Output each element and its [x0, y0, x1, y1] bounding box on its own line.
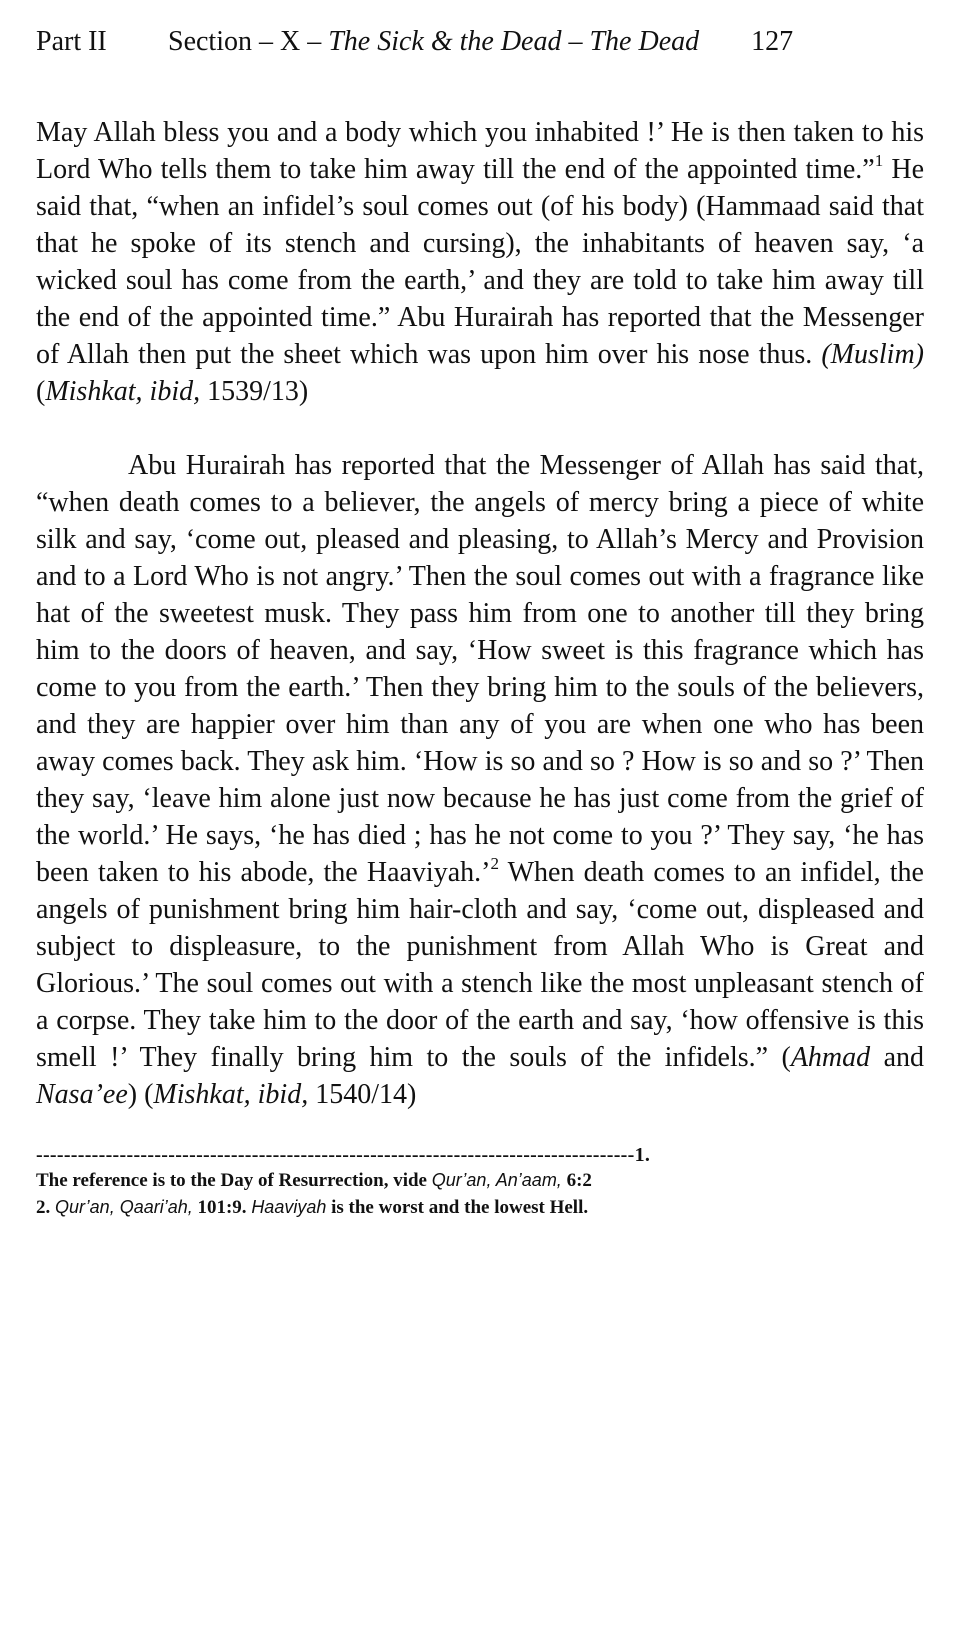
- citation-open: (: [781, 1042, 791, 1073]
- footnote-1-text: The reference is to the Day of Resurrection, vide: [36, 1170, 432, 1191]
- citation-nasaee: Nasa’ee: [36, 1079, 128, 1110]
- footnote-2-text: is the worst and the lowest Hell.: [326, 1197, 589, 1218]
- citation-muslim: (Muslim): [821, 339, 924, 370]
- book-page: [36, 20, 924, 1221]
- header-section: [168, 20, 699, 64]
- footnote-1-source: Qur’an, An’aam,: [431, 1170, 562, 1190]
- paragraph-1-text-a: May Allah bless you and a body which you inhabited !’ He is then taken to his Lord Who tells them to take him away till the end of the appointed time.”: [36, 117, 924, 185]
- footnote-2-term: Haaviyah: [251, 1197, 327, 1217]
- header-section-title: The Sick & the Dead – The Dead: [328, 26, 700, 57]
- citation-open: (: [36, 376, 46, 407]
- header-section-prefix: Section – X –: [168, 26, 329, 57]
- footnote-1-verse: 6:2: [561, 1170, 592, 1191]
- citation-mishkat: Mishkat, ibid,: [45, 376, 201, 407]
- footnote-rule: --------------------------------------------------------------------------------------1.: [36, 1144, 651, 1166]
- paragraph-1-text-b: He said that, “when an infidel’s soul comes out (of his body) (Hammaad said that that he spoke of its stench and cursing), the inhabitants of heaven say, ‘a wicked soul has come from the earth,’ and they are told to take him away till the end of the appointed time.” Abu Hurairah has reported that the Messenger of Allah then put the sheet which was upon him over his nose thus.: [36, 154, 924, 370]
- citation-close: ): [127, 1079, 138, 1110]
- footnote-1: [36, 1167, 924, 1194]
- footnote-2-source: Qur’an, Qaari’ah,: [55, 1197, 193, 1217]
- paragraph-2: [36, 447, 924, 1113]
- citation-ahmad: Ahmad: [790, 1042, 871, 1073]
- citation-open: (: [137, 1079, 154, 1110]
- citation-number: 1539/13): [200, 376, 309, 407]
- page-number: 127: [751, 26, 794, 57]
- paragraph-2-text-a: Abu Hurairah has reported that the Messenger of Allah has said that, “when death comes to a believer, the angels of mercy bring a piece of white silk and say, ‘come out, pleased and pleasing, to Allah’s Mercy and Provision and to a Lord Who is not angry.’ Then the soul comes out with a fragrance like hat of the sweetest musk. They pass him from one to another till they bring him to the doors of heaven, and say, ‘How sweet is this fragrance which has come to you from the earth.’ Then they bring him to the souls of the believers, and they are happier over him than any of you are when one who has been away comes back. They ask him. ‘How is so and so ? How is so and so ?’ Then they say, ‘leave him alone just now because he has just come from the grief of the world.’ He says, ‘he has died ; has he not come to you ?’ They say, ‘he has been taken to his abode, the Haaviyah.’: [36, 450, 924, 888]
- footnote-ref-1: 1: [874, 151, 884, 170]
- footnote-2-number: 2.: [36, 1197, 55, 1218]
- running-header: [36, 20, 924, 64]
- citation-number: 1540/14): [308, 1079, 417, 1110]
- header-part: Part II: [36, 26, 107, 57]
- footnote-2: [36, 1194, 924, 1221]
- footnote-2-verse: 101:9.: [192, 1197, 252, 1218]
- paragraph-2-text-b: When death comes to an infidel, the angels of punishment bring him hair-cloth and say, ‘come out, displeased and subject to displeasure, to the punishment from Allah Who is Great and Glorious.’ The soul comes out with a stench like the most unpleasant stench of a corpse. They take him to the door of the earth and say, ‘how offensive is this smell !’ They finally bring him to the souls of the infidels.”: [36, 857, 924, 1073]
- citation-and: and: [870, 1042, 924, 1073]
- citation-mishkat: Mishkat, ibid,: [153, 1079, 309, 1110]
- paragraph-1: [36, 114, 924, 410]
- footnote-ref-2: 2: [490, 854, 499, 873]
